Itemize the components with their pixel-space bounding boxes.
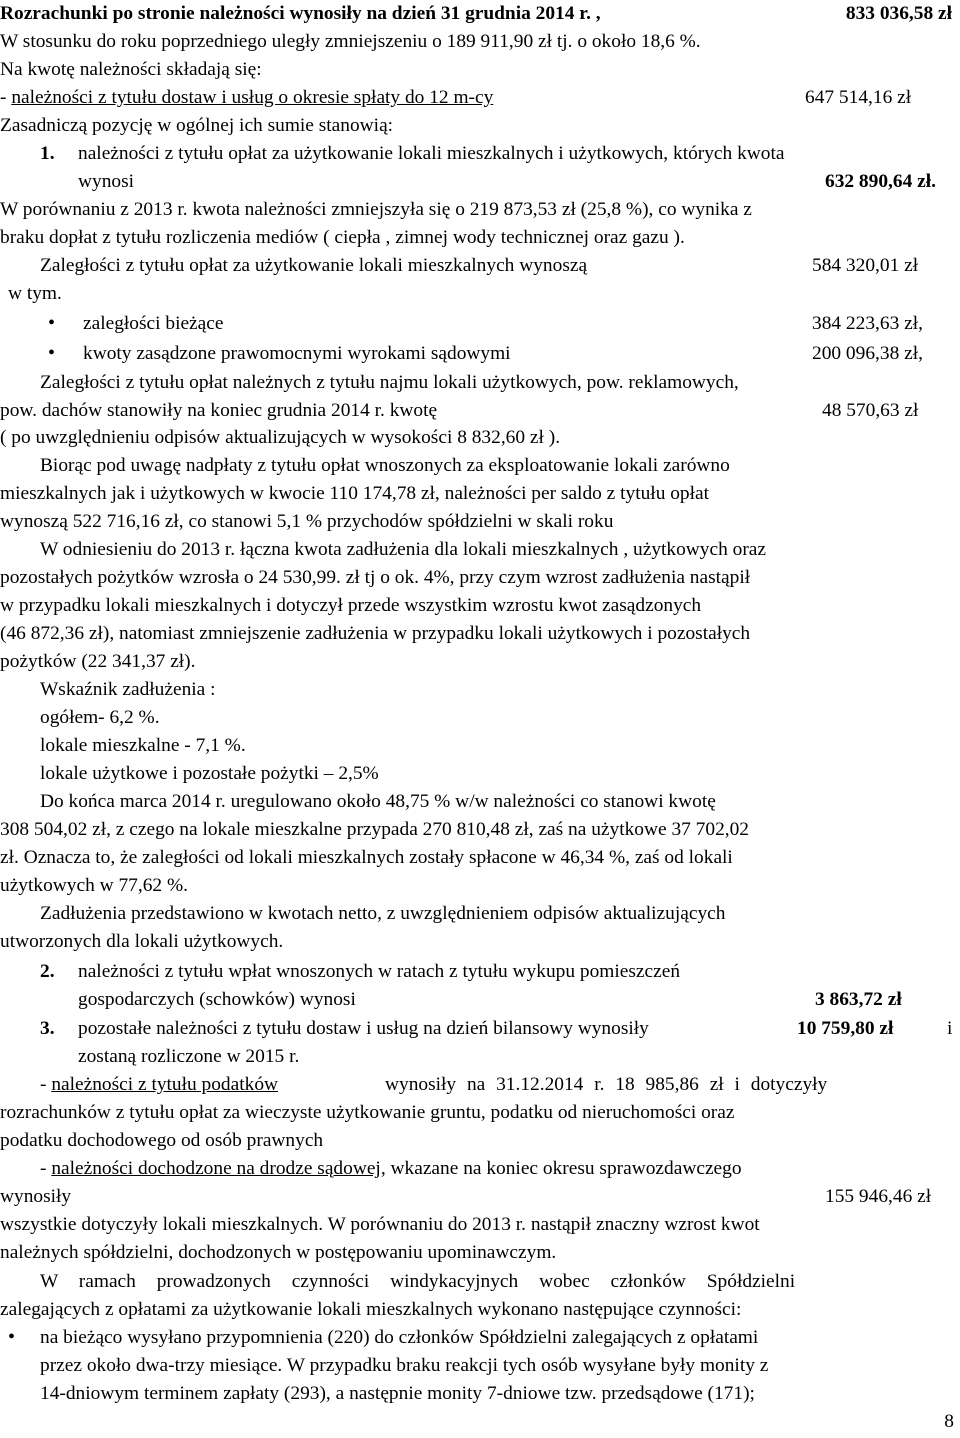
text-line: zł. Oznacza to, że zaległości od lokali mieszkalnych zostały spłacone w 46,34 %, zaś od lokali <box>0 847 733 868</box>
dash-prefix: - <box>0 87 12 108</box>
text-line: W odniesieniu do 2013 r. łączna kwota zadłużenia dla lokali mieszkalnych , użytkowych oraz <box>40 539 767 560</box>
text-line <box>40 1155 742 1183</box>
text-line: ( po uwzględnieniu odpisów aktualizujących w wysokości 8 832,60 zł ). <box>0 427 561 448</box>
text-line: przez około dwa-trzy miesiące. W przypadku braku reakcji tych osób wysyłane były monity z <box>40 1355 769 1376</box>
list-item: zaległości bieżące <box>83 313 224 334</box>
text-line: gospodarczych (schowków) wynosi <box>78 989 356 1010</box>
amount-value: 200 096,38 zł, <box>812 343 923 364</box>
text-fragment: wynosiły na 31.12.2014 r. 18 985,86 zł i dotyczyły <box>385 1074 828 1095</box>
text-line: (46 872,36 zł), natomiast zmniejszenie zadłużenia w przypadku lokali użytkowych i pozostałych <box>0 623 751 644</box>
text-line: braku dopłat z tytułu rozliczenia mediów ( ciepła , zimnej wody technicznej oraz gazu ). <box>0 227 685 248</box>
text-line: 308 504,02 zł, z czego na lokale mieszkalne przypada 270 810,48 zł, zaś na użytkowe 37 702,02 <box>0 819 750 840</box>
text-line: W stosunku do roku poprzedniego uległy zmniejszeniu o 189 911,90 zł tj. o około 18,6 %. <box>0 31 701 52</box>
item-number: 1. <box>40 143 55 164</box>
text-line: wynosi <box>78 171 135 192</box>
text-line: W ramach prowadzonych czynności windykacyjnych wobec członków Spółdzielni <box>40 1271 796 1292</box>
text-line: należnych spółdzielni, dochodzonych w postępowaniu upominawczym. <box>0 1242 557 1263</box>
text-line: lokale użytkowe i pozostałe pożytki – 2,5% <box>40 763 379 784</box>
text-line: Na kwotę należności składają się: <box>0 59 262 80</box>
text-line: podatku dochodowego od osób prawnych <box>0 1130 324 1151</box>
amount-value: 647 514,16 zł <box>805 87 912 108</box>
bullet-icon: • <box>48 312 56 334</box>
text-line <box>40 1071 278 1099</box>
text-line: Zaległości z tytułu opłat za użytkowanie lokali mieszkalnych wynoszą <box>40 255 588 276</box>
text-line: utworzonych dla lokali użytkowych. <box>0 931 284 952</box>
text-line: użytkowych w 77,62 %. <box>0 875 188 896</box>
bullet-icon: • <box>48 342 56 364</box>
amount-value: 10 759,80 zł <box>797 1018 894 1039</box>
text-fragment: , wkazane na koniec okresu sprawozdawczego <box>380 1158 742 1179</box>
text-line: pożytków (22 341,37 zł). <box>0 651 196 672</box>
text-line: lokale mieszkalne - 7,1 %. <box>40 735 246 756</box>
receivables-total-amount: 833 036,58 zł <box>845 3 952 24</box>
item-number: 3. <box>40 1018 55 1039</box>
bullet-icon: • <box>8 1326 16 1348</box>
text-line: rozrachunków z tytułu opłat za wieczyste użytkowanie gruntu, podatku od nieruchomości oraz <box>0 1102 735 1123</box>
text-line: Zaległości z tytułu opłat należnych z tytułu najmu lokali użytkowych, pow. reklamowych, <box>40 372 739 393</box>
item-text: pozostałe należności z tytułu dostaw i usług na dzień bilansowy wynosiły <box>78 1018 649 1039</box>
text-line: ogółem- 6,2 %. <box>40 707 160 728</box>
item-text: należności z tytułu wpłat wnoszonych w ratach z tytułu wykupu pomieszczeń <box>78 961 681 982</box>
item-number: 2. <box>40 961 55 982</box>
underlined-phrase: należności z tytułu podatków <box>51 1074 279 1095</box>
text-line: Biorąc pod uwagę nadpłaty z tytułu opłat wnoszonych za eksploatowanie lokali zarówno <box>40 455 730 476</box>
list-item: kwoty zasądzone prawomocnymi wyrokami sądowymi <box>83 343 511 364</box>
amount-value: 384 223,63 zł, <box>812 313 923 334</box>
text-line: W porównaniu z 2013 r. kwota należności zmniejszyła się o 219 873,53 zł (25,8 %), co wynika z <box>0 199 752 220</box>
text-line: pow. dachów stanowiły na koniec grudnia 2014 r. kwotę <box>0 400 438 421</box>
text-line: w przypadku lokali mieszkalnych i dotyczył przede wszystkim wzrostu kwot zasądzonych <box>0 595 702 616</box>
list-item: na bieżąco wysyłano przypomnienia (220) do członków Spółdzielni zalegających z opłatami <box>40 1327 759 1348</box>
receivables-total-label: Rozrachunki po stronie należności wynosiły na dzień 31 grudnia 2014 r. , <box>0 3 601 24</box>
heading-line <box>0 0 601 28</box>
text-line: wszystkie dotyczyły lokali mieszkalnych. W porównaniu do 2013 r. nastąpił znaczny wzrost kwot <box>0 1214 760 1235</box>
text-line: wynosiły <box>0 1186 72 1207</box>
underlined-phrase: należności z tytułu dostaw i usług o okresie spłaty do 12 m-cy <box>11 87 494 108</box>
text-fragment: i <box>947 1018 953 1039</box>
text-line: Wskaźnik zadłużenia : <box>40 679 216 700</box>
item-text: należności z tytułu opłat za użytkowanie lokali mieszkalnych i użytkowych, których kwota <box>78 143 785 164</box>
dash-prefix: - <box>40 1158 52 1179</box>
text-line: Zadłużenia przedstawiono w kwotach netto, z uwzględnieniem odpisów aktualizujących <box>40 903 726 924</box>
underlined-phrase: należności dochodzone na drodze sądowej <box>51 1158 381 1179</box>
text-line: mieszkalnych jak i użytkowych w kwocie 110 174,78 zł, należności per saldo z tytułu opłat <box>0 483 710 504</box>
text-line: w tym. <box>8 283 62 304</box>
amount-value: 155 946,46 zł <box>825 1186 932 1207</box>
text-line: zostaną rozliczone w 2015 r. <box>78 1046 300 1067</box>
text-line <box>0 84 493 112</box>
amount-value: 632 890,64 zł. <box>825 171 936 192</box>
amount-value: 3 863,72 zł <box>815 989 902 1010</box>
text-line: pozostałych pożytków wzrosła o 24 530,99. zł tj o ok. 4%, przy czym wzrost zadłużenia nastąpił <box>0 567 751 588</box>
text-line: Do końca marca 2014 r. uregulowano około 48,75 % w/w należności co stanowi kwotę <box>40 791 716 812</box>
amount-value: 584 320,01 zł <box>812 255 919 276</box>
dash-prefix: - <box>40 1074 52 1095</box>
text-line: zalegających z opłatami za użytkowanie lokali mieszkalnych wykonano następujące czynności: <box>0 1299 742 1320</box>
text-line: 14-dniowym terminem zapłaty (293), a następnie monity 7-dniowe tzw. przedsądowe (171); <box>40 1383 755 1404</box>
amount-value: 48 570,63 zł <box>822 400 919 421</box>
page-number: 8 <box>944 1411 954 1432</box>
text-line: Zasadniczą pozycję w ogólnej ich sumie stanowią: <box>0 115 394 136</box>
text-line: wynoszą 522 716,16 zł, co stanowi 5,1 % przychodów spółdzielni w skali roku <box>0 511 614 532</box>
